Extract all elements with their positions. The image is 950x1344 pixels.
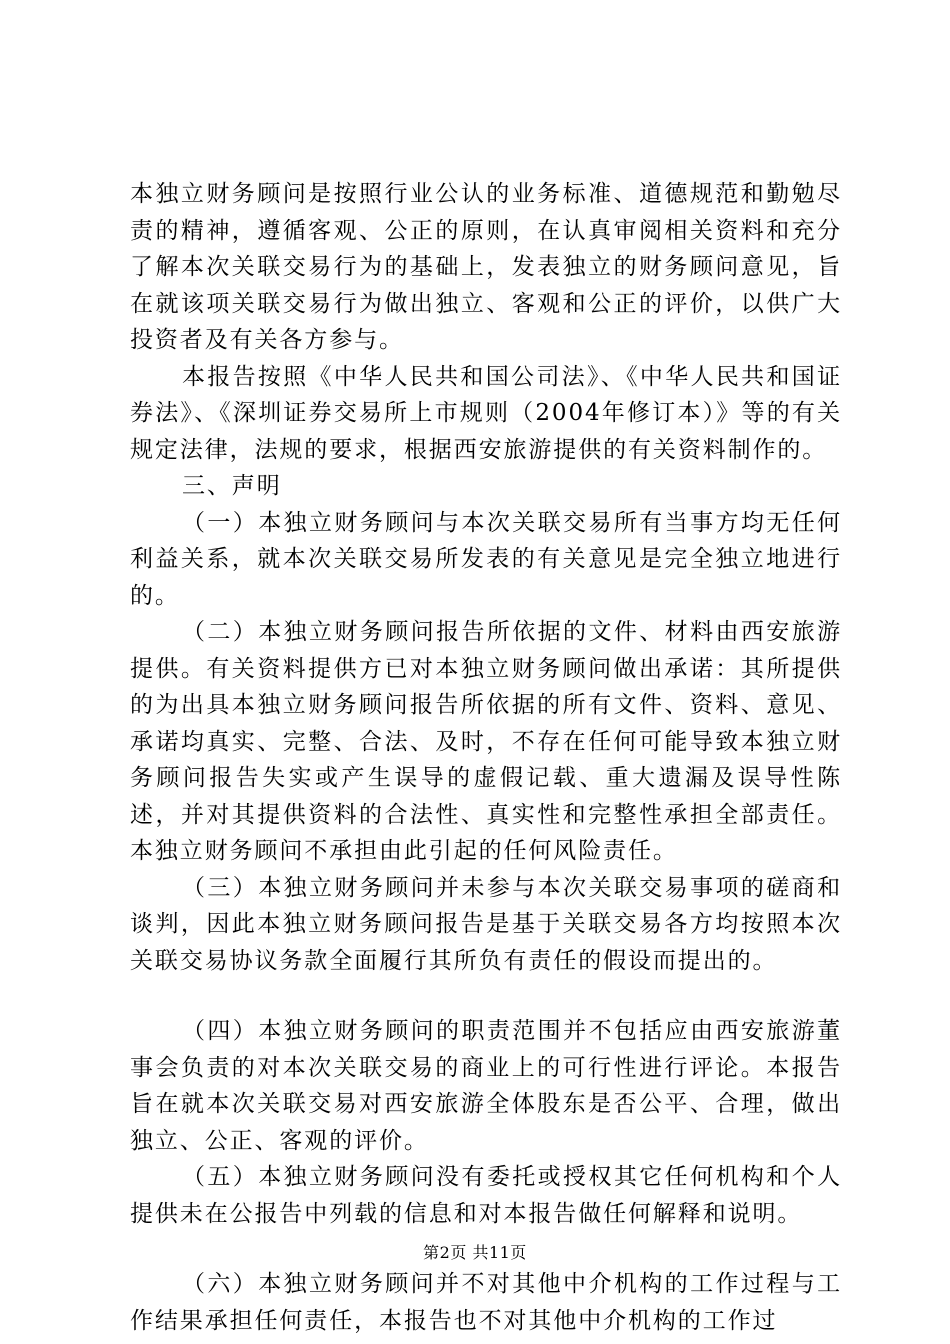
declaration-item-3: （三）本独立财务顾问并未参与本次关联交易事项的磋商和谈判，因此本独立财务顾问报告是基于关联交易各方均按照本次关联交易协议务款全面履行其所负有责任的假设而提出的。	[130, 874, 842, 974]
page-number-footer: 第2页 共11页	[423, 1243, 527, 1262]
document-body	[130, 176, 842, 1339]
declaration-item-6: （六）本独立财务顾问并不对其他中介机构的工作过程与工作结果承担任何责任，本报告也不对其他中介机构的工作过	[130, 1271, 842, 1334]
declaration-item-2: （二）本独立财务顾问报告所依据的文件、材料由西安旅游提供。有关资料提供方已对本独立财务顾问做出承诺：其所提供的为出具本独立财务顾问报告所依据的所有文件、资料、意见、承诺均真实、完整、合法、及时，不存在任何可能导致本独立财务顾问报告失实或产生误导的虚假记载、重大遗漏及误导性陈述，并对其提供资料的合法性、真实性和完整性承担全部责任。本独立财务顾问不承担由此引起的任何风险责任。	[130, 619, 842, 864]
declaration-item-1: （一）本独立财务顾问与本次关联交易所有当事方均无任何利益关系，就本次关联交易所发表的有关意见是完全独立地进行的。	[130, 509, 842, 609]
declaration-item-4: （四）本独立财务顾问的职责范围并不包括应由西安旅游董事会负责的对本次关联交易的商业上的可行性进行评论。本报告旨在就本次关联交易对西安旅游全体股东是否公平、合理，做出独立、公正、客观的评价。	[130, 1018, 842, 1154]
paragraph-report-basis: 本报告按照《中华人民共和国公司法》、《中华人民共和国证券法》、《深圳证券交易所上市规则（2004年修订本）》等的有关规定法律，法规的要求，根据西安旅游提供的有关资料制作的。	[130, 363, 842, 463]
paragraph-advisor-principles: 本独立财务顾问是按照行业公认的业务标准、道德规范和勤勉尽责的精神，遵循客观、公正的原则，在认真审阅相关资料和充分了解本次关联交易行为的基础上，发表独立的财务顾问意见，旨在就该项关联交易行为做出独立、客观和公正的评价，以供广大投资者及有关各方参与。	[130, 181, 842, 353]
section-heading-declaration: 三、声明	[182, 473, 282, 499]
paragraph-gap	[130, 979, 842, 1013]
declaration-item-5: （五）本独立财务顾问没有委托或授权其它任何机构和个人提供未在公报告中列载的信息和对本报告做任何解释和说明。	[130, 1164, 842, 1227]
